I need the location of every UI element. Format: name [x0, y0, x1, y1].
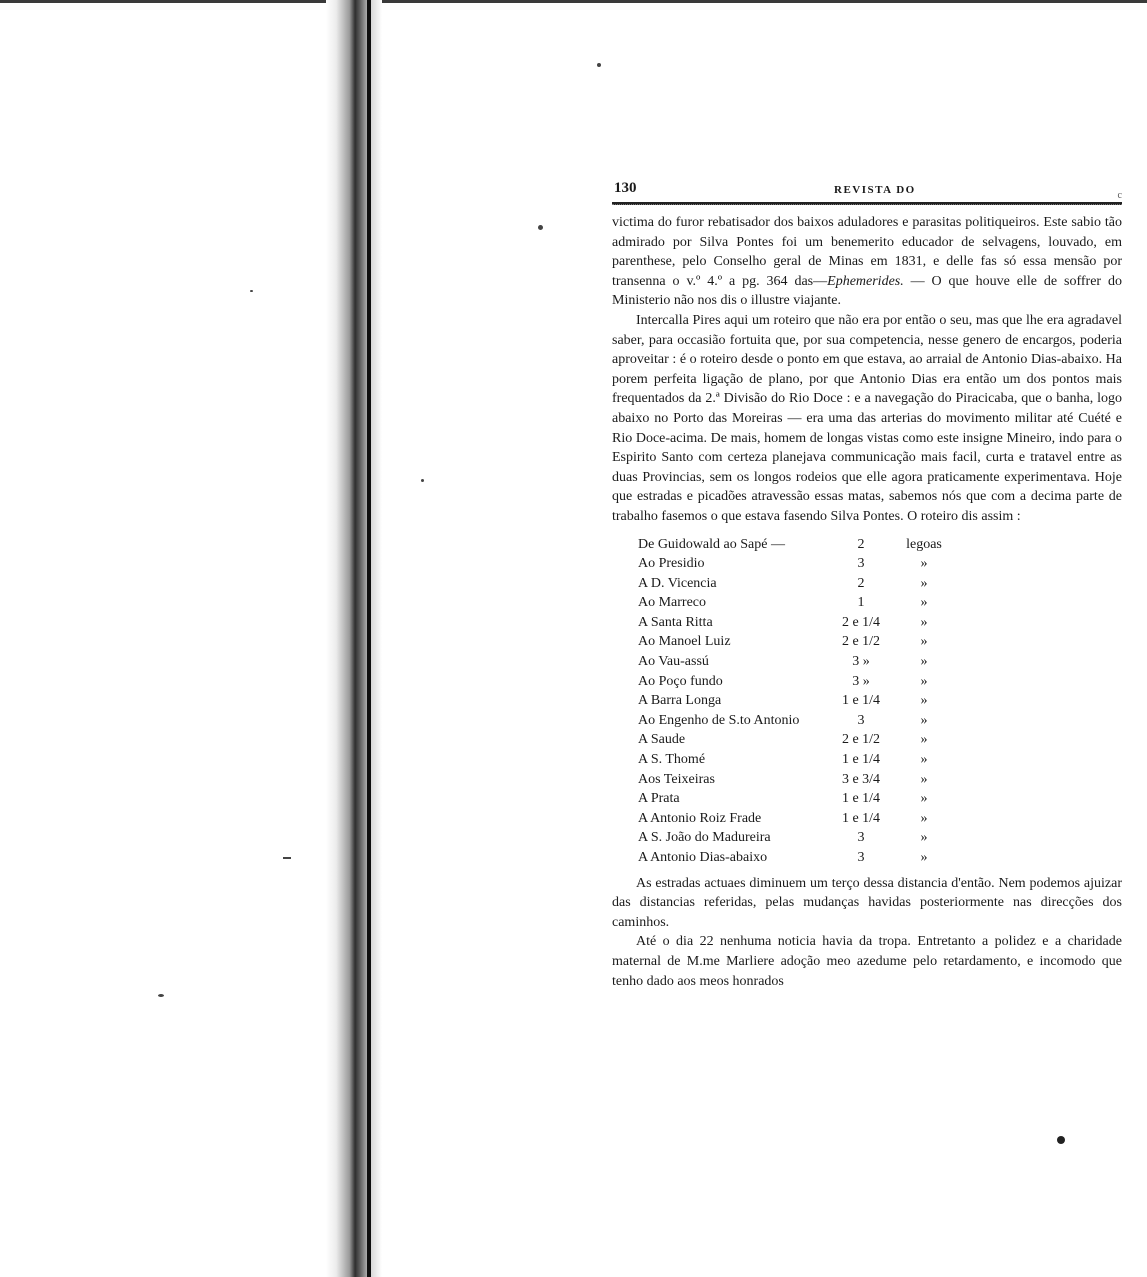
- itinerary-unit: »: [920, 830, 928, 846]
- itinerary-row: [638, 535, 954, 555]
- itinerary-distance: 2 e 1/2: [841, 732, 881, 748]
- itinerary-place: Ao Marreco: [638, 595, 707, 611]
- itinerary-place: A Saude: [638, 732, 686, 748]
- itinerary-unit: »: [920, 673, 928, 689]
- itinerary-row: [638, 554, 954, 574]
- itinerary-distance: 3: [857, 850, 865, 865]
- page-header: [612, 178, 1122, 200]
- scan-top-edge: [0, 0, 1147, 3]
- itinerary-row: [638, 809, 954, 829]
- itinerary-place: Ao Poço fundo: [638, 673, 723, 689]
- itinerary-row: [638, 789, 954, 809]
- itinerary-distance: 2: [857, 536, 865, 552]
- itinerary-unit: »: [920, 575, 928, 591]
- itinerary-place: A Prata: [638, 791, 680, 807]
- itinerary-row: [638, 613, 954, 633]
- page-number: 130: [614, 180, 637, 196]
- itinerary-distance: 3: [857, 712, 865, 728]
- book-gutter: [326, 0, 382, 1277]
- itinerary-place: Ao Manoel Luiz: [638, 634, 731, 650]
- itinerary-distance: 1 e 1/4: [841, 752, 881, 768]
- itinerary-place: Aos Teixeiras: [638, 771, 715, 787]
- scan-speck: [1057, 1136, 1065, 1144]
- itinerary-distance: 3 e 3/4: [841, 771, 881, 787]
- itinerary-row: [638, 770, 954, 790]
- itinerary-distance: 3 »: [852, 654, 870, 670]
- itinerary-unit: »: [920, 771, 928, 787]
- itinerary-unit: »: [920, 614, 928, 630]
- paragraph-1: victima do furor rebatisador dos baixos aduladores e parasitas politiqueiros. Este sabio tão admirado por Silva Pontes foi um benemerito educador de selvagens, louvado, em parenthese, pelo Conselho geral de Minas em 1831, e delle fas só essa mensão por transenna o v.º 4.º a pg. 364 das—Ephemerides. — O que houve elle de soffrer do Ministerio não nos dis o illustre viajante.: [612, 215, 1122, 309]
- header-rule: [612, 202, 1122, 205]
- itinerary-row: [638, 593, 954, 613]
- running-head: REVISTA DO: [834, 184, 916, 196]
- paragraph-3: As estradas actuaes diminuem um terço dessa distancia d'então. Nem podemos ajuizar das distancias referidas, pelas mudanças havidas posteriormente nas direcções dos caminhos.: [612, 875, 1122, 930]
- itinerary-unit: »: [920, 693, 928, 709]
- itinerary-distance: 3: [857, 830, 865, 846]
- itinerary-table: [638, 535, 954, 868]
- itinerary-unit: »: [920, 732, 928, 748]
- body-text-continued: [612, 874, 1122, 992]
- itinerary-row: [638, 672, 954, 692]
- itinerary-place: A D. Vicencia: [638, 575, 717, 591]
- itinerary-place: Ao Presidio: [638, 556, 705, 572]
- itinerary-place: Ao Engenho de S.to Antonio: [638, 712, 800, 728]
- itinerary-place: A Santa Ritta: [638, 614, 713, 630]
- itinerary-place: A Antonio Roiz Frade: [638, 810, 762, 826]
- scan-speck: [538, 225, 543, 230]
- body-text: [612, 213, 1122, 527]
- itinerary-distance: 2 e 1/2: [841, 634, 881, 650]
- itinerary-row: [638, 848, 954, 868]
- itinerary-distance: 3: [857, 556, 865, 572]
- itinerary-place: De Guidowald ao Sapé —: [638, 536, 785, 552]
- paragraph-2: Intercalla Pires aqui um roteiro que não era por então o seu, mas que lhe era agradavel saber, para occasião fortuita que, por sua competencia, nesse genero de encargos, poderia aproveitar : é o roteiro desde o ponto em que estava, ao arraial de Antonio Dias-abaixo. Ha porem perfeita ligação de plano, por que Antonio Dias era então um dos pontos mais frequentados da 2.ª Divisão do Rio Doce : e a navegação do Piracicaba, que o banha, logo abaixo no Porto das Moreiras — era uma das arterias do movimento militar até Cuété e Rio Doce-acima. De mais, homem de longas vistas como este insigne Mineiro, indo para o Espirito Santo com certeza planejava communicação mais facil, curta e tratavel entre as duas Provincias, sem os longos rodeios que elle agora praticamente experimentava. Hoje que estradas e picadões atravessão essas matas, sabemos nós que com a decima parte de trabalho fasemos o que estava fasendo Silva Pontes. O roteiro dis assim :: [612, 312, 1122, 524]
- itinerary-distance: 1 e 1/4: [841, 791, 881, 807]
- itinerary-distance: 1 e 1/4: [841, 693, 881, 709]
- scan-speck: [158, 994, 164, 997]
- book-page: [612, 178, 1122, 991]
- itinerary-unit: »: [920, 810, 928, 826]
- itinerary-unit: »: [920, 654, 928, 670]
- itinerary-unit: »: [920, 712, 928, 728]
- itinerary-row: [638, 652, 954, 672]
- itinerary-row: [638, 711, 954, 731]
- itinerary-unit: »: [920, 752, 928, 768]
- itinerary-place: A S. Thomé: [638, 752, 706, 768]
- itinerary-row: [638, 730, 954, 750]
- itinerary-place: Ao Vau-assú: [638, 654, 709, 670]
- scan-speck: [597, 63, 601, 67]
- paragraph-4: Até o dia 22 nenhuma noticia havia da tropa. Entretanto a polidez e a charidade maternal de M.me Marliere adoção meo azedume pelo retardamento, e incomodo que tenho dado aos meos honrados: [612, 934, 1122, 989]
- running-head-cut: c: [1117, 190, 1122, 201]
- itinerary-place: A Antonio Dias-abaixo: [638, 850, 768, 865]
- itinerary-row: [638, 574, 954, 594]
- itinerary-unit: »: [920, 850, 928, 865]
- itinerary-row: [638, 691, 954, 711]
- scan-speck: [283, 857, 291, 859]
- italic-title: Ephemerides.: [827, 273, 904, 289]
- itinerary-distance: 2 e 1/4: [841, 614, 881, 630]
- itinerary-place: A Barra Longa: [638, 693, 722, 709]
- itinerary-row: [638, 828, 954, 848]
- itinerary-unit: »: [920, 595, 928, 611]
- itinerary-place: A S. João do Madureira: [638, 830, 771, 846]
- itinerary-unit: »: [920, 634, 928, 650]
- scan-speck: [250, 290, 253, 292]
- itinerary-distance: 1 e 1/4: [841, 810, 881, 826]
- scan-speck: [421, 479, 424, 482]
- itinerary-distance: 1: [857, 595, 865, 611]
- itinerary-unit: »: [920, 791, 928, 807]
- gutter-shadow-line: [367, 0, 371, 1277]
- itinerary-unit: legoas: [906, 536, 942, 552]
- itinerary-distance: 2: [857, 575, 865, 591]
- itinerary-distance: 3 »: [852, 673, 870, 689]
- itinerary-unit: »: [920, 556, 928, 572]
- itinerary-row: [638, 632, 954, 652]
- itinerary-row: [638, 750, 954, 770]
